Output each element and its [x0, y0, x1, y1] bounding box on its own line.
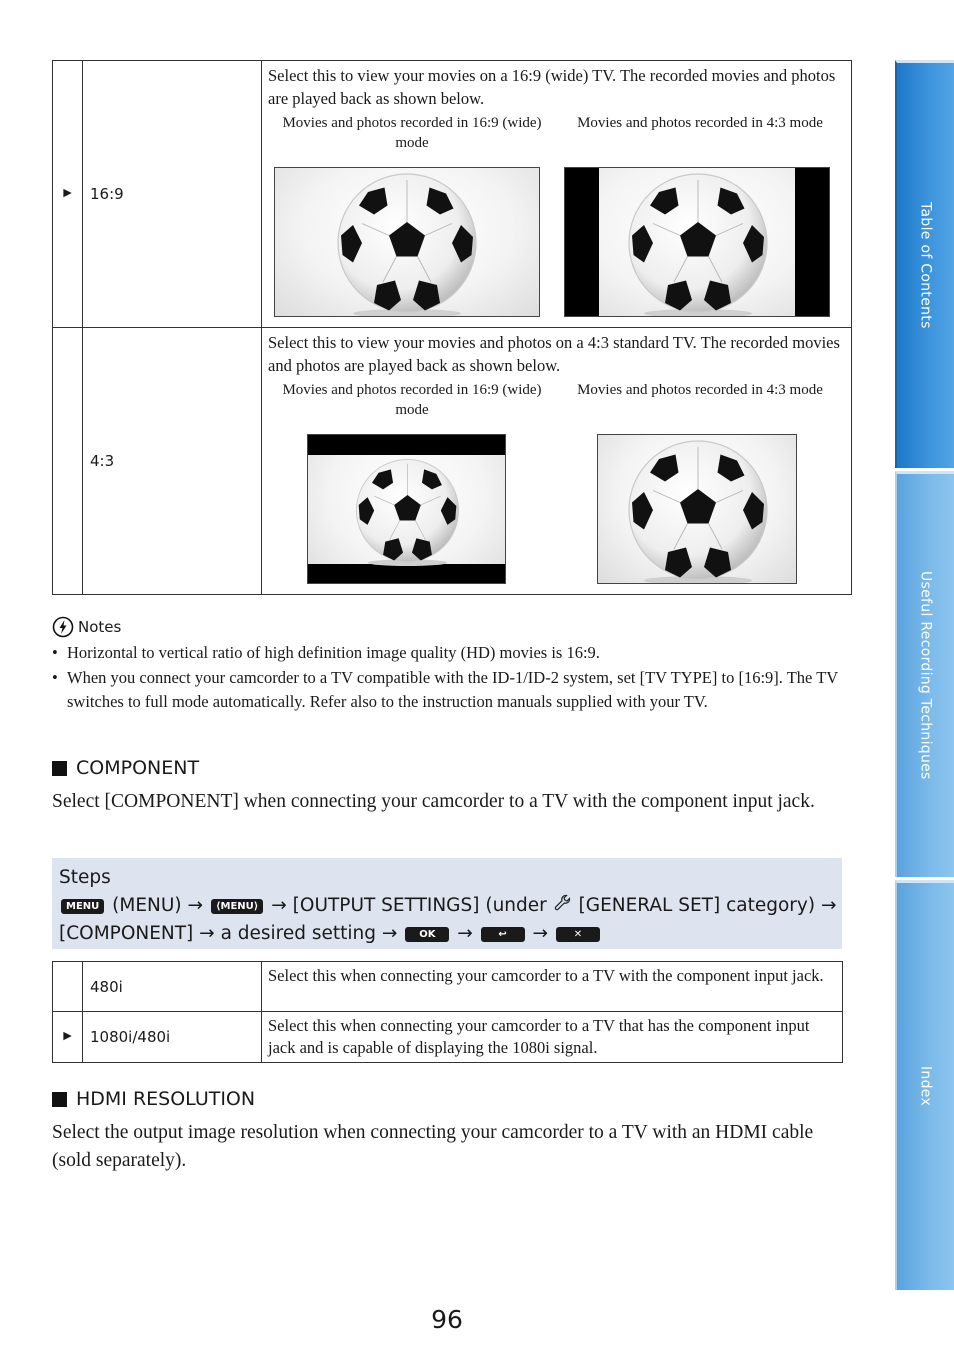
- arrow-icon: →: [187, 895, 204, 916]
- general-set-text: [GENERAL SET] category): [578, 895, 816, 916]
- caution-icon: [52, 616, 74, 638]
- caption-left: Movies and photos recorded in 16:9 (wide) mode: [282, 382, 542, 418]
- arrow-icon: →: [271, 895, 287, 916]
- arrow-icon: →: [820, 895, 837, 916]
- soccer-ball-image-43-on-wide: [564, 167, 830, 317]
- table-row: [53, 962, 843, 1012]
- hdmi-resolution-heading: [52, 1088, 255, 1110]
- section-title: HDMI RESOLUTION: [76, 1088, 256, 1110]
- soccer-ball-image-43-standard: [597, 434, 797, 584]
- steps-title: Steps: [59, 867, 111, 888]
- arrow-icon: →: [199, 923, 215, 944]
- list-item: • When you connect your camcorder to a TV compatible with the ID-1/ID-2 system, set [TV TYPE] to [16:9]. The TV switches to full mode automatically. Refer also to the instruction manuals supplied with your TV.: [52, 666, 842, 715]
- page-number: 96: [431, 1305, 463, 1334]
- option-name: 4:3: [83, 328, 262, 595]
- menu-label: (MENU): [112, 895, 182, 916]
- notes-title: Notes: [78, 618, 122, 636]
- caption-left: Movies and photos recorded in 16:9 (wide) mode: [282, 115, 542, 151]
- return-button-icon[interactable]: ↩: [481, 927, 525, 942]
- option-name: 16:9: [83, 61, 262, 328]
- square-bullet-icon: [52, 1092, 67, 1107]
- tab-label: Table of Contents: [917, 202, 934, 329]
- wrench-icon: [553, 893, 573, 913]
- arrow-icon: →: [532, 923, 549, 944]
- table-row: [53, 1012, 843, 1063]
- option-name: 1080i/480i: [83, 1012, 262, 1063]
- menu-expand-button-icon[interactable]: ⟨MENU⟩: [211, 899, 263, 914]
- ok-button-icon[interactable]: OK: [405, 927, 449, 942]
- caption-right: Movies and photos recorded in 4:3 mode: [577, 115, 823, 131]
- selected-marker: [53, 962, 83, 1012]
- notes-list: [52, 641, 842, 715]
- option-name: 480i: [83, 962, 262, 1012]
- desired-setting-text: a desired setting: [220, 923, 377, 944]
- tab-index[interactable]: [895, 880, 954, 1290]
- selected-marker: ►: [53, 1012, 83, 1063]
- tab-useful-recording-techniques[interactable]: [895, 471, 954, 877]
- menu-button-icon[interactable]: MENU: [61, 899, 104, 914]
- component-table: [52, 961, 843, 1063]
- section-title: COMPONENT: [76, 757, 200, 779]
- selected-marker: ►: [53, 61, 83, 328]
- hdmi-description: Select the output image resolution when connecting your camcorder to a TV with an HDMI cable (sold separately).: [52, 1122, 814, 1171]
- caption-right: Movies and photos recorded in 4:3 mode: [577, 382, 823, 398]
- component-description: Select [COMPONENT] when connecting your camcorder to a TV with the component input jack.: [52, 791, 815, 812]
- option-description: Select this when connecting your camcorder to a TV with the component input jack.: [262, 962, 843, 1012]
- soccer-ball-image-wide-letterbox: [307, 434, 506, 584]
- description-text: Select this to view your movies on a 16:9 (wide) TV. The recorded movies and photos are played back as shown below.: [268, 66, 836, 108]
- soccer-ball-image-wide-on-wide: [274, 167, 540, 317]
- steps-box: [52, 858, 842, 949]
- selected-marker: [53, 328, 83, 595]
- tab-table-of-contents[interactable]: [895, 60, 954, 468]
- notes-heading: [52, 616, 121, 638]
- component-text: [COMPONENT]: [59, 923, 194, 944]
- output-settings-text: [OUTPUT SETTINGS] (under: [292, 895, 547, 916]
- description-text: Select this to view your movies and photos on a 4:3 standard TV. The recorded movies and photos are played back as shown below.: [268, 333, 840, 375]
- close-button-icon[interactable]: ✕: [556, 927, 600, 942]
- arrow-icon: →: [381, 923, 398, 944]
- arrow-icon: →: [457, 923, 473, 944]
- tab-label: Useful Recording Techniques: [917, 571, 934, 780]
- component-heading: [52, 757, 199, 779]
- square-bullet-icon: [52, 761, 67, 776]
- option-description: Select this when connecting your camcorder to a TV that has the component input jack and is capable of displaying the 1080i signal.: [262, 1012, 843, 1063]
- tab-label: Index: [917, 1066, 934, 1107]
- list-item: • Horizontal to vertical ratio of high definition image quality (HD) movies is 16:9.: [52, 641, 842, 666]
